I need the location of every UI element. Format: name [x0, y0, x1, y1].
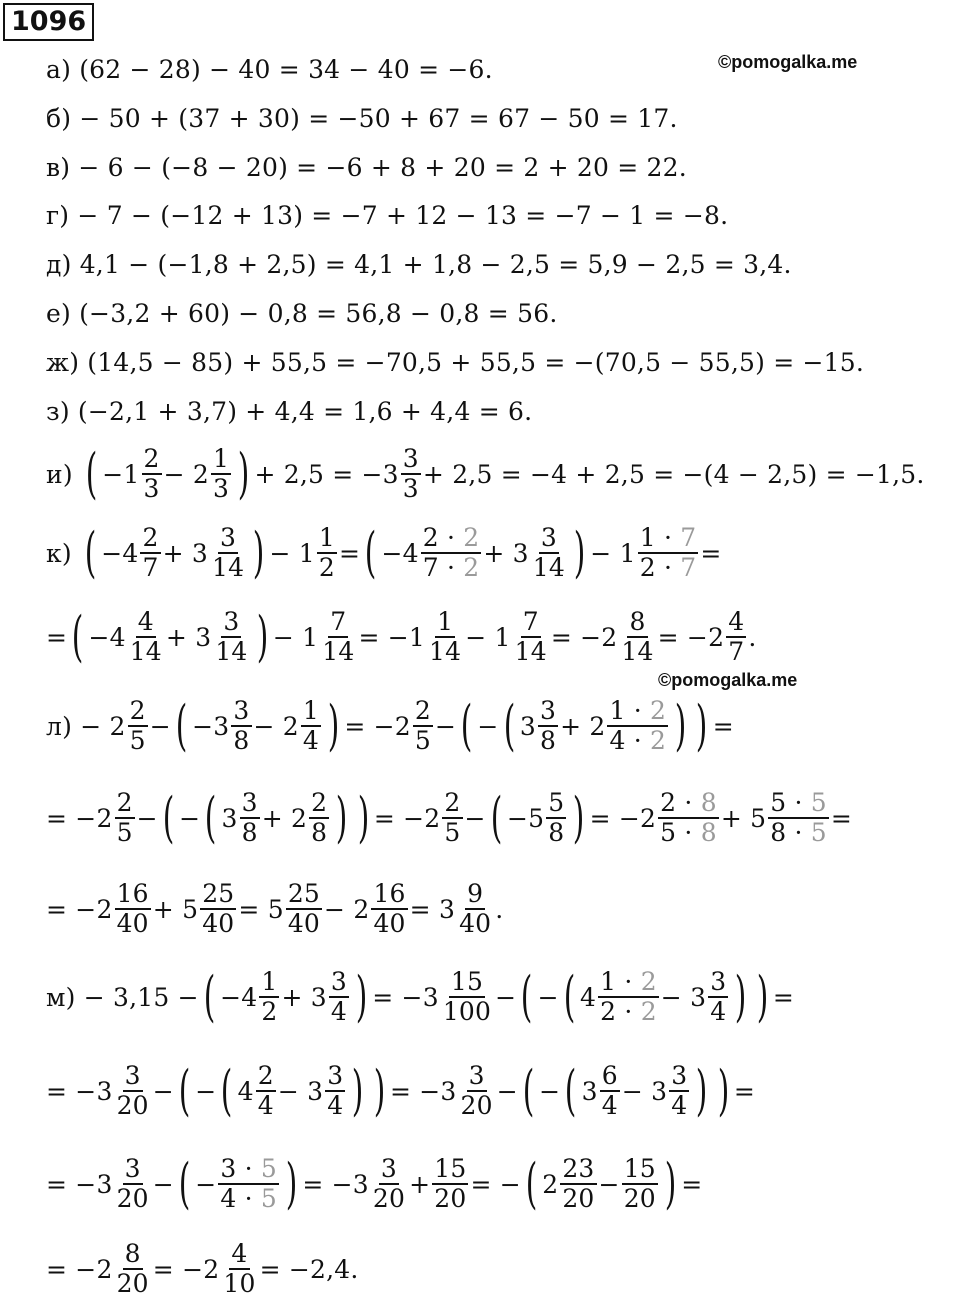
line-m4: = −2 $\frac{8}{20}$ = −2 $\frac{4}{10}$ = −2,4.	[46, 1239, 359, 1298]
line-e: е) (−3,2 + 60) − 0,8 = 56,8 − 0,8 = 56.	[46, 299, 558, 328]
line-a: а) (62 − 28) − 40 = 34 − 40 = −6.	[46, 55, 493, 84]
watermark-2: ©pomogalka.me	[658, 670, 798, 690]
line-v: в) − 6 − (−8 − 20) = −6 + 8 + 20 = 2 + 20 = 22.	[46, 153, 687, 182]
line-d: д) 4,1 − (−1,8 + 2,5) = 4,1 + 1,8 − 2,5 = 5,9 − 2,5 = 3,4.	[46, 250, 792, 279]
line-l3: = −2 $\frac{16}{40}$ + 5 $\frac{25}{40}$ = 5 $\frac{25}{40}$ − 2 $\frac{16}{40}$ = 3 $\frac{9}{40}$ .	[46, 879, 504, 938]
line-l2: = −2 $\frac{2}{5}$ − ( − ( 3 $\frac{3}{8}$ + 2 $\frac{2}{8}$ ) ) = −2 $\frac{2}{5}$ − ( −5 $\frac{5}{8}$ ) = −2 $\frac{2 \cdot 8}{5 \cdot 8}$ + 5 $\frac{5 \cdot 5}{8 \cdot 5}$ =	[46, 786, 853, 850]
line-m: м) − 3,15 − ( −4 $\frac{1}{2}$ + 3 $\frac{3}{4}$ ) = −3 $\frac{15}{100}$ − ( − ( 4 $\frac{1 \cdot 2}{2 \cdot 2}$ − 3 $\frac{3}{4}$ ) ) =	[46, 965, 795, 1029]
watermark: ©pomogalka.me	[718, 52, 858, 72]
line-m2: = −3 $\frac{3}{20}$ − ( − ( 4 $\frac{2}{4}$ − 3 $\frac{3}{4}$ ) ) = −3 $\frac{3}{20}$ − ( − ( 3 $\frac{6}{4}$ − 3 $\frac{3}{4}$ ) ) =	[46, 1059, 756, 1123]
line-zh: ж) (14,5 − 85) + 55,5 = −70,5 + 55,5 = −(70,5 − 55,5) = −15.	[46, 348, 864, 377]
label-m: м)	[46, 982, 76, 1012]
line-g: г) − 7 − (−12 + 13) = −7 + 12 − 13 = −7 − 1 = −8.	[46, 201, 729, 230]
line-k: к) ( −4 $\frac{2}{7}$ + 3 $\frac{3}{14}$ ) − 1 $\frac{1}{2}$ = ( −4 $\frac{2 \cdot 2}{7 \cdot 2}$ + 3 $\frac{3}{14}$ ) − 1 $\frac{1 \cdot 7}{2 \cdot 7}$ =	[46, 521, 722, 585]
line-b: б) − 50 + (37 + 30) = −50 + 67 = 67 − 50 = 17.	[46, 104, 678, 133]
line-l: л) − 2 $\frac{2}{5}$ − ( −3 $\frac{3}{8}$ − 2 $\frac{1}{4}$ ) = −2 $\frac{2}{5}$ − ( − ( 3 $\frac{3}{8}$ + 2 $\frac{1 \cdot 2}{4 \cdot 2}$ ) ) =	[46, 694, 734, 758]
line-z: з) (−2,1 + 3,7) + 4,4 = 1,6 + 4,4 = 6.	[46, 397, 533, 426]
line-m3: = −3 $\frac{3}{20}$ − ( − $\frac{3 \cdot 5}{4 \cdot 5}$ ) = −3 $\frac{3}{20}$ + $\frac{15}{20}$ = − ( 2 $\frac{23}{20}$ − $\frac{15}{20}$ ) =	[46, 1152, 703, 1216]
label-l: л)	[46, 711, 73, 741]
line-i: и) ( −1 $\frac{2}{3}$ − 2 $\frac{1}{3}$ ) + 2,5 = −3 $\frac{3}{3}$ + 2,5 = −4 + 2,5 = −(4 − 2,5) = −1,5.	[46, 442, 925, 506]
label-i: и)	[46, 459, 73, 489]
problem-number: 1096	[3, 3, 94, 41]
line-k2: = ( −4 $\frac{4}{14}$ + 3 $\frac{3}{14}$ ) − 1 $\frac{7}{14}$ = −1 $\frac{1}{14}$ − 1 $\frac{7}{14}$ = −2 $\frac{8}{14}$ = −2 $\frac{4}{7}$ .	[46, 605, 757, 669]
label-k: к)	[46, 538, 72, 568]
